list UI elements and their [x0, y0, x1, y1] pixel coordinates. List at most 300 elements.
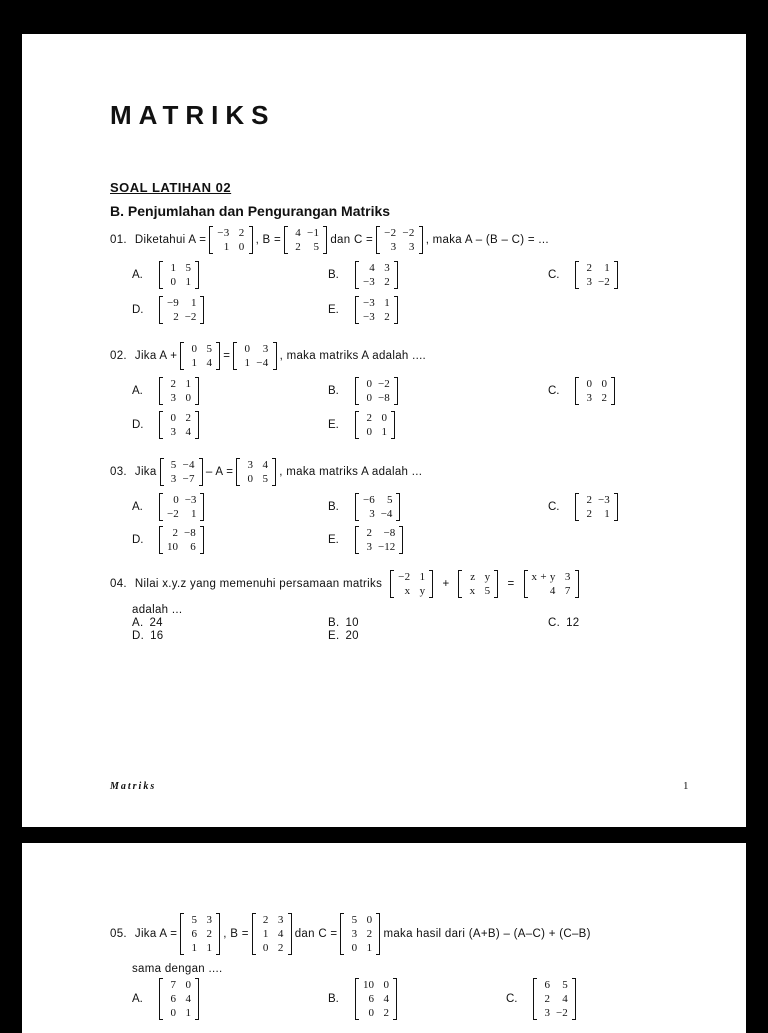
- bracket-right: [273, 342, 277, 370]
- matrix-cell: 6: [368, 993, 374, 1005]
- bracket-right: [272, 458, 276, 486]
- option-matrix: [355, 493, 400, 521]
- q5-option-b: [328, 978, 400, 1020]
- q1-option-c: [548, 261, 621, 289]
- bracket-right: [216, 913, 220, 955]
- question-05: [110, 913, 591, 955]
- matrix-cell: −8: [383, 527, 396, 539]
- bracket-right: [200, 493, 204, 521]
- bracket-left: [524, 570, 528, 598]
- bracket-left: [355, 296, 359, 324]
- matrix-cell: 2: [173, 311, 179, 323]
- matrix-1: [180, 342, 220, 370]
- matrix-cell: 2: [206, 928, 213, 940]
- q1-option-d: [132, 296, 207, 324]
- matrix-cell: 5: [562, 979, 568, 991]
- matrix-cell: 2: [277, 942, 284, 954]
- bracket-left: [159, 261, 163, 289]
- matrix-cell: −2: [598, 276, 610, 288]
- matrix-cell: −2: [378, 378, 390, 390]
- matrix-cell: 2: [170, 378, 176, 390]
- matrix-cell: 0: [244, 343, 251, 355]
- bracket-right: [611, 377, 615, 405]
- bracket-right: [200, 526, 204, 554]
- bracket-right: [249, 226, 253, 254]
- option-matrix: [159, 261, 199, 289]
- matrix-cell: −3: [217, 227, 230, 239]
- matrix-cell: 10: [363, 979, 374, 991]
- matrix-grid: [164, 296, 199, 324]
- matrix-cell: −2: [384, 227, 397, 239]
- option-value: 20: [345, 630, 359, 642]
- matrix-cell: 6: [190, 541, 196, 553]
- option-label: E.: [328, 534, 339, 546]
- footer-title: Matriks: [110, 781, 157, 792]
- matrix-grid: [360, 261, 393, 289]
- bracket-left: [284, 226, 288, 254]
- option-label: C.: [548, 501, 560, 513]
- bracket-left: [340, 913, 344, 955]
- bracket-right: [391, 411, 395, 439]
- matrix-grid: [289, 226, 322, 254]
- q1-option-e: [328, 296, 401, 324]
- matrix-grid: [580, 493, 613, 521]
- question-text: , B =: [223, 928, 249, 940]
- matrix-cell: 3: [366, 541, 372, 553]
- matrix-cell: 3: [586, 276, 592, 288]
- option-value: 16: [150, 630, 164, 642]
- option-label: A.: [132, 269, 143, 281]
- q5-text-continued: sama dengan ....: [132, 963, 223, 975]
- matrix-grid: [164, 493, 199, 521]
- matrix-cell: 6: [544, 979, 550, 991]
- matrix-cell: 3: [170, 392, 176, 404]
- option-label: B.: [328, 993, 339, 1005]
- matrix-cell: 0: [185, 392, 191, 404]
- matrix-cell: 1: [366, 942, 373, 954]
- bracket-left: [355, 261, 359, 289]
- matrix-cell: 6: [191, 928, 198, 940]
- option-matrix: [355, 377, 398, 405]
- bracket-left: [355, 377, 359, 405]
- matrix-cell: 0: [238, 241, 245, 253]
- matrix-a: [180, 913, 220, 955]
- matrix-cell: 0: [383, 979, 389, 991]
- question-04: [110, 570, 582, 598]
- matrix-grid: [463, 570, 493, 598]
- question-02: [110, 342, 426, 370]
- option-matrix: [575, 261, 618, 289]
- matrix-cell: 4: [185, 993, 191, 1005]
- matrix-grid: [360, 411, 390, 439]
- q4-option-a: [132, 617, 163, 629]
- matrix-cell: 1: [185, 276, 191, 288]
- matrix-cell: 0: [247, 473, 254, 485]
- matrix-cell: 1: [170, 262, 176, 274]
- matrix-c: [376, 226, 423, 254]
- matrix-c: [340, 913, 380, 955]
- option-matrix: [575, 493, 618, 521]
- bracket-left: [376, 226, 380, 254]
- bracket-right: [399, 526, 403, 554]
- option-matrix: [355, 411, 395, 439]
- section-heading: B. Penjumlahan dan Pengurangan Matriks: [110, 203, 391, 219]
- bracket-left: [159, 493, 163, 521]
- bracket-left: [355, 493, 359, 521]
- question-number: 01.: [110, 234, 127, 246]
- question-text: Jika: [134, 466, 157, 478]
- option-label: C.: [548, 617, 561, 629]
- matrix-cell: 1: [185, 1007, 191, 1019]
- matrix-cell: 5: [191, 914, 198, 926]
- bracket-right: [195, 261, 199, 289]
- option-label: A.: [132, 385, 143, 397]
- q2-option-b: [328, 377, 401, 405]
- doc-title: MATRIKS: [110, 100, 276, 130]
- matrix-cell: 4: [262, 459, 269, 471]
- bracket-right: [429, 570, 433, 598]
- matrix-2: [233, 342, 276, 370]
- matrix-cell: x + y: [531, 571, 556, 583]
- matrix-cell: 5: [313, 241, 320, 253]
- q2-option-a: [132, 377, 202, 405]
- option-label: C.: [548, 385, 560, 397]
- matrix-grid: [538, 978, 571, 1020]
- matrix-b: [284, 226, 327, 254]
- option-value: 12: [566, 617, 580, 629]
- matrix-cell: y: [419, 585, 426, 597]
- matrix-cell: −2: [402, 227, 415, 239]
- matrix-cell: 3: [170, 426, 176, 438]
- matrix-cell: 0: [366, 426, 372, 438]
- matrix-cell: 2: [262, 914, 269, 926]
- matrix-cell: 0: [381, 412, 387, 424]
- bracket-left: [159, 411, 163, 439]
- matrix-cell: 1: [185, 378, 191, 390]
- bracket-left: [159, 978, 163, 1020]
- matrix-cell: −6: [363, 494, 375, 506]
- option-label: A.: [132, 993, 143, 1005]
- matrix-cell: −2: [167, 508, 179, 520]
- matrix-grid: [241, 458, 271, 486]
- bracket-right: [614, 493, 618, 521]
- matrix-cell: −3: [363, 297, 375, 309]
- q3-option-a: [132, 493, 207, 521]
- matrix-cell: −7: [182, 473, 195, 485]
- matrix-cell: 2: [366, 928, 373, 940]
- matrix-cell: y: [484, 571, 491, 583]
- matrix-cell: 2: [172, 527, 178, 539]
- matrix-cell: 2: [601, 392, 607, 404]
- matrix-cell: 3: [351, 928, 358, 940]
- matrix-cell: 6: [170, 993, 176, 1005]
- bracket-right: [614, 261, 618, 289]
- matrix-cell: 3: [544, 1007, 550, 1019]
- matrix-cell: 4: [277, 928, 284, 940]
- matrix-cell: 4: [369, 262, 375, 274]
- matrix-cell: 1: [191, 357, 198, 369]
- bracket-left: [575, 377, 579, 405]
- matrix-cell: 2: [544, 993, 550, 1005]
- matrix-grid: [165, 458, 198, 486]
- matrix-cell: 10: [167, 541, 178, 553]
- matrix-cell: 3: [408, 241, 415, 253]
- bracket-right: [494, 570, 498, 598]
- matrix-cell: −2: [556, 1007, 568, 1019]
- matrix-grid: [395, 570, 428, 598]
- matrix-grid: [164, 526, 199, 554]
- question-text: , maka A – (B – C) = ...: [425, 234, 549, 246]
- matrix-cell: 3: [384, 262, 390, 274]
- matrix-cell: 0: [185, 979, 191, 991]
- matrix-cell: 2: [295, 241, 302, 253]
- q3-option-d: [132, 526, 207, 554]
- matrix-cell: 4: [562, 993, 568, 1005]
- matrix-cell: 1: [381, 426, 387, 438]
- matrix-b: [252, 913, 292, 955]
- matrix-grid: [360, 978, 392, 1020]
- matrix-cell: 3: [277, 914, 284, 926]
- option-matrix: [575, 377, 615, 405]
- matrix-cell: −1: [307, 227, 320, 239]
- matrix-cell: 3: [390, 241, 397, 253]
- matrix-cell: 3: [247, 459, 254, 471]
- matrix-cell: 4: [383, 993, 389, 1005]
- matrix-cell: 1: [244, 357, 251, 369]
- question-text: Jika A =: [134, 928, 178, 940]
- matrix-cell: 1: [604, 508, 610, 520]
- question-text: +: [442, 578, 450, 590]
- q3-option-b: [328, 493, 403, 521]
- bracket-right: [376, 913, 380, 955]
- q1-option-a: [132, 261, 202, 289]
- matrix-grid: [529, 570, 574, 598]
- bracket-left: [355, 526, 359, 554]
- bracket-right: [419, 226, 423, 254]
- matrix-cell: 0: [170, 412, 176, 424]
- matrix-cell: −9: [167, 297, 179, 309]
- matrix-cell: x: [404, 585, 411, 597]
- matrix-cell: −2: [398, 571, 411, 583]
- option-label: E.: [328, 630, 340, 642]
- matrix-cell: z: [470, 571, 476, 583]
- matrix-cell: 2: [384, 276, 390, 288]
- matrix-cell: 1: [191, 942, 198, 954]
- matrix-grid: [164, 411, 194, 439]
- bracket-left: [390, 570, 394, 598]
- option-label: D.: [132, 534, 144, 546]
- matrix-cell: 5: [386, 494, 393, 506]
- option-label: A.: [132, 501, 143, 513]
- option-label: D.: [132, 630, 145, 642]
- q5-option-a: [132, 978, 202, 1020]
- matrix-cell: 0: [366, 378, 372, 390]
- bracket-left: [355, 978, 359, 1020]
- matrix-cell: 1: [223, 241, 230, 253]
- bracket-right: [216, 342, 220, 370]
- matrix-1: [160, 458, 203, 486]
- q4-text-continued: adalah ...: [132, 604, 183, 616]
- matrix-cell: −2: [184, 311, 197, 323]
- matrix-cell: 1: [206, 942, 213, 954]
- matrix-1: [390, 570, 433, 598]
- bracket-left: [236, 458, 240, 486]
- matrix-grid: [257, 913, 287, 955]
- option-label: E.: [328, 304, 339, 316]
- matrix-grid: [164, 377, 194, 405]
- matrix-cell: 2: [383, 1007, 389, 1019]
- q2-option-e: [328, 411, 398, 439]
- option-matrix: [159, 493, 204, 521]
- matrix-cell: −4: [256, 357, 269, 369]
- matrix-cell: 2: [238, 227, 245, 239]
- question-number: 02.: [110, 350, 127, 362]
- q3-option-c: [548, 493, 621, 521]
- matrix-grid: [238, 342, 271, 370]
- bracket-left: [159, 377, 163, 405]
- matrix-cell: −8: [378, 392, 390, 404]
- question-text: , maka matriks A adalah ...: [279, 466, 423, 478]
- matrix-cell: 1: [262, 928, 269, 940]
- option-matrix: [159, 377, 199, 405]
- matrix-cell: −3: [184, 494, 197, 506]
- matrix-cell: 4: [185, 426, 191, 438]
- matrix-cell: x: [469, 585, 476, 597]
- bracket-left: [180, 342, 184, 370]
- question-01: [110, 226, 549, 254]
- matrix-cell: 0: [170, 276, 176, 288]
- option-matrix: [159, 526, 204, 554]
- q4-option-e: [328, 630, 359, 642]
- bracket-right: [195, 377, 199, 405]
- bracket-right: [394, 377, 398, 405]
- matrix-grid: [185, 342, 215, 370]
- matrix-cell: 3: [564, 571, 571, 583]
- q1-option-b: [328, 261, 401, 289]
- q4-option-d: [132, 630, 164, 642]
- matrix-cell: −12: [378, 541, 396, 553]
- bracket-right: [396, 493, 400, 521]
- option-matrix: [159, 978, 199, 1020]
- bracket-left: [209, 226, 213, 254]
- bracket-left: [575, 493, 579, 521]
- question-text: , maka matriks A adalah ....: [279, 350, 427, 362]
- q2-option-c: [548, 377, 618, 405]
- matrix-a: [209, 226, 252, 254]
- matrix-cell: 1: [190, 508, 197, 520]
- bracket-right: [394, 261, 398, 289]
- matrix-cell: 5: [185, 262, 191, 274]
- option-label: C.: [506, 993, 518, 1005]
- bracket-right: [572, 978, 576, 1020]
- matrix-3: [524, 570, 579, 598]
- matrix-cell: 0: [170, 1007, 176, 1019]
- matrix-cell: 1: [604, 262, 610, 274]
- matrix-cell: 0: [351, 942, 358, 954]
- matrix-cell: 1: [419, 571, 426, 583]
- bracket-right: [195, 978, 199, 1020]
- matrix-cell: 2: [586, 262, 592, 274]
- option-label: C.: [548, 269, 560, 281]
- matrix-2: [236, 458, 276, 486]
- bracket-right: [288, 913, 292, 955]
- question-text: =: [223, 350, 231, 362]
- option-matrix: [355, 978, 397, 1020]
- bracket-left: [159, 296, 163, 324]
- question-number: 05.: [110, 928, 127, 940]
- matrix-cell: 2: [185, 412, 191, 424]
- matrix-cell: 3: [586, 392, 592, 404]
- matrix-cell: 2: [586, 494, 592, 506]
- page-1: [22, 34, 746, 827]
- matrix-cell: 5: [262, 473, 269, 485]
- question-text: Nilai x.y.z yang memenuhi persamaan matriks: [134, 578, 383, 590]
- matrix-cell: 5: [170, 459, 177, 471]
- matrix-cell: 2: [586, 508, 592, 520]
- bracket-left: [252, 913, 256, 955]
- question-03: [110, 458, 422, 486]
- option-label: D.: [132, 419, 144, 431]
- matrix-grid: [580, 377, 610, 405]
- question-text: , B =: [255, 234, 282, 246]
- matrix-cell: 5: [351, 914, 358, 926]
- page-2: [22, 843, 746, 1033]
- matrix-cell: 2: [384, 311, 390, 323]
- matrix-cell: 0: [601, 378, 607, 390]
- matrix-cell: −3: [363, 311, 375, 323]
- matrix-cell: 5: [206, 343, 213, 355]
- matrix-cell: 5: [484, 585, 491, 597]
- bracket-right: [200, 296, 204, 324]
- matrix-cell: 0: [366, 392, 372, 404]
- option-label: E.: [328, 419, 339, 431]
- matrix-grid: [360, 377, 393, 405]
- page-number: 1: [683, 780, 689, 792]
- q4-option-b: [328, 617, 359, 629]
- bracket-right: [394, 296, 398, 324]
- matrix-cell: 2: [366, 527, 372, 539]
- soal-heading: SOAL LATIHAN 02: [110, 180, 232, 195]
- bracket-right: [199, 458, 203, 486]
- matrix-cell: 0: [262, 942, 269, 954]
- matrix-grid: [360, 493, 395, 521]
- matrix-cell: 3: [369, 508, 375, 520]
- q2-option-d: [132, 411, 202, 439]
- option-matrix: [355, 261, 398, 289]
- matrix-grid: [580, 261, 613, 289]
- matrix-cell: 1: [384, 297, 390, 309]
- matrix-cell: 0: [366, 914, 373, 926]
- matrix-cell: 7: [564, 585, 571, 597]
- question-text: =: [507, 578, 515, 590]
- matrix-cell: 0: [173, 494, 179, 506]
- matrix-grid: [164, 261, 194, 289]
- option-value: 24: [149, 617, 163, 629]
- matrix-grid: [360, 526, 398, 554]
- matrix-cell: 3: [206, 914, 213, 926]
- bracket-left: [575, 261, 579, 289]
- matrix-grid: [214, 226, 247, 254]
- matrix-cell: 7: [170, 979, 176, 991]
- matrix-grid: [185, 913, 215, 955]
- option-matrix: [533, 978, 576, 1020]
- matrix-cell: 0: [586, 378, 592, 390]
- matrix-cell: 0: [191, 343, 198, 355]
- bracket-right: [393, 978, 397, 1020]
- matrix-cell: 1: [190, 297, 197, 309]
- question-text: dan C =: [294, 928, 338, 940]
- option-matrix: [159, 411, 199, 439]
